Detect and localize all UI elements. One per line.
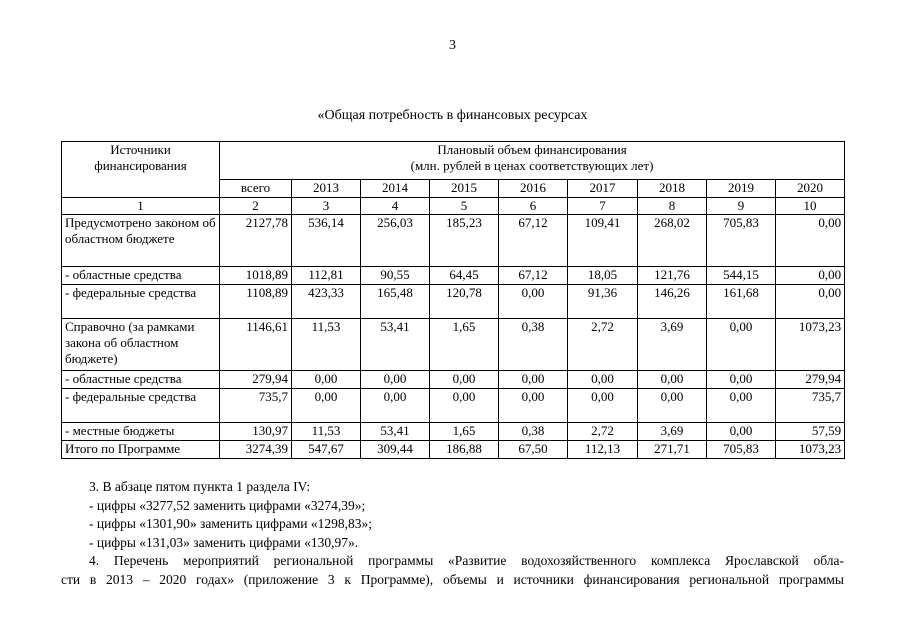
cell-value: 0,00 <box>707 319 776 371</box>
row-label: - федеральные средства <box>62 285 220 319</box>
cell-value: 3,69 <box>638 319 707 371</box>
col-header: всего <box>220 180 292 198</box>
table-row <box>62 423 845 441</box>
cell-value: 544,15 <box>707 267 776 285</box>
cell-value: 2127,78 <box>220 215 292 267</box>
cell-value: 109,41 <box>568 215 638 267</box>
col-number: 9 <box>707 198 776 215</box>
cell-value: 0,00 <box>361 389 430 423</box>
row-label: - федеральные средства <box>62 389 220 423</box>
cell-value: 146,26 <box>638 285 707 319</box>
cell-value: 11,53 <box>292 423 361 441</box>
cell-value: 18,05 <box>568 267 638 285</box>
paragraph-change-2: - цифры «1301,90» заменить цифрами «1298,83»; <box>89 516 372 531</box>
cell-value: 0,00 <box>499 371 568 389</box>
cell-value: 0,00 <box>776 267 845 285</box>
paragraph-item-3: 3. В абзаце пятом пункта 1 раздела IV: <box>89 479 311 494</box>
cell-value: 1018,89 <box>220 267 292 285</box>
cell-value: 423,33 <box>292 285 361 319</box>
page-number: 3 <box>449 38 456 53</box>
cell-value: 0,00 <box>776 215 845 267</box>
col-header: 2014 <box>361 180 430 198</box>
table-row <box>62 389 845 423</box>
cell-value: 3,69 <box>638 423 707 441</box>
table-row <box>62 267 845 285</box>
cell-value: 11,53 <box>292 319 361 371</box>
cell-value: 0,00 <box>292 389 361 423</box>
row-label: Предусмотрено законом об областном бюджете <box>62 215 220 267</box>
cell-value: 165,48 <box>361 285 430 319</box>
cell-value: 0,00 <box>361 371 430 389</box>
cell-value: 0,00 <box>292 371 361 389</box>
col-header: 2017 <box>568 180 638 198</box>
cell-value: 120,78 <box>430 285 499 319</box>
body-text <box>61 478 844 589</box>
cell-value: 536,14 <box>292 215 361 267</box>
col-number: 6 <box>499 198 568 215</box>
column-numbers-row <box>62 198 845 215</box>
cell-value: 0,00 <box>776 285 845 319</box>
table-row <box>62 215 845 267</box>
cell-value: 67,12 <box>499 215 568 267</box>
cell-value: 112,81 <box>292 267 361 285</box>
table-row <box>62 441 845 459</box>
cell-value: 0,38 <box>499 319 568 371</box>
table-row <box>62 285 845 319</box>
col-header: 2016 <box>499 180 568 198</box>
cell-value: 0,00 <box>499 389 568 423</box>
cell-value: 64,45 <box>430 267 499 285</box>
cell-value: 67,12 <box>499 267 568 285</box>
cell-value: 0,00 <box>707 423 776 441</box>
col-header: 2019 <box>707 180 776 198</box>
cell-value: 279,94 <box>776 371 845 389</box>
cell-value: 309,44 <box>361 441 430 459</box>
col-header: 2020 <box>776 180 845 198</box>
cell-value: 2,72 <box>568 423 638 441</box>
row-label: Итого по Программе <box>62 441 220 459</box>
cell-value: 121,76 <box>638 267 707 285</box>
cell-value: 0,38 <box>499 423 568 441</box>
cell-value: 1146,61 <box>220 319 292 371</box>
col-number: 8 <box>638 198 707 215</box>
cell-value: 705,83 <box>707 215 776 267</box>
col-number: 7 <box>568 198 638 215</box>
cell-value: 0,00 <box>638 371 707 389</box>
paragraph-item-4-line1: 4. Перечень мероприятий региональной программы «Развитие водохозяйственного комплекса Ярославской обла- <box>89 553 844 568</box>
col-number: 2 <box>220 198 292 215</box>
row-label: Справочно (за рамками закона об областном бюджете) <box>62 319 220 371</box>
col-header: 2015 <box>430 180 499 198</box>
cell-value: 735,7 <box>220 389 292 423</box>
financing-table <box>61 141 845 459</box>
header-planned-line2: (млн. рублей в ценах соответствующих лет) <box>410 158 654 173</box>
cell-value: 0,00 <box>707 389 776 423</box>
row-label: - областные средства <box>62 267 220 285</box>
cell-value: 53,41 <box>361 423 430 441</box>
cell-value: 547,67 <box>292 441 361 459</box>
cell-value: 735,7 <box>776 389 845 423</box>
cell-value: 130,97 <box>220 423 292 441</box>
cell-value: 0,00 <box>568 371 638 389</box>
cell-value: 271,71 <box>638 441 707 459</box>
col-number: 10 <box>776 198 845 215</box>
cell-value: 705,83 <box>707 441 776 459</box>
cell-value: 1,65 <box>430 319 499 371</box>
cell-value: 1073,23 <box>776 441 845 459</box>
col-header: 2013 <box>292 180 361 198</box>
cell-value: 185,23 <box>430 215 499 267</box>
cell-value: 2,72 <box>568 319 638 371</box>
cell-value: 0,00 <box>430 371 499 389</box>
cell-value: 0,00 <box>707 371 776 389</box>
table-row <box>62 371 845 389</box>
cell-value: 0,00 <box>638 389 707 423</box>
cell-value: 1073,23 <box>776 319 845 371</box>
paragraph-change-3: - цифры «131,03» заменить цифрами «130,97». <box>89 534 359 550</box>
cell-value: 57,59 <box>776 423 845 441</box>
row-label: - местные бюджеты <box>62 423 220 441</box>
cell-value: 112,13 <box>568 441 638 459</box>
cell-value: 91,36 <box>568 285 638 319</box>
cell-value: 256,03 <box>361 215 430 267</box>
paragraph-item-4-line2: сти в 2013 – 2020 годах» (приложение 3 к Программе), объемы и источники финансирования региональной программы <box>61 571 844 587</box>
col-header: 2018 <box>638 180 707 198</box>
cell-value: 0,00 <box>568 389 638 423</box>
cell-value: 268,02 <box>638 215 707 267</box>
cell-value: 1108,89 <box>220 285 292 319</box>
col-number: 1 <box>62 198 220 215</box>
paragraph-change-1: - цифры «3277,52 заменить цифрами «3274,39»; <box>89 497 366 513</box>
header-planned <box>220 142 845 180</box>
col-number: 3 <box>292 198 361 215</box>
col-number: 4 <box>361 198 430 215</box>
row-label: - областные средства <box>62 371 220 389</box>
cell-value: 1,65 <box>430 423 499 441</box>
table-title: «Общая потребность в финансовых ресурсах <box>317 108 588 123</box>
cell-value: 0,00 <box>430 389 499 423</box>
table-body <box>62 215 845 459</box>
cell-value: 90,55 <box>361 267 430 285</box>
header-planned-line1: Плановый объем финансирования <box>437 142 627 157</box>
cell-value: 0,00 <box>499 285 568 319</box>
cell-value: 53,41 <box>361 319 430 371</box>
cell-value: 279,94 <box>220 371 292 389</box>
cell-value: 3274,39 <box>220 441 292 459</box>
cell-value: 161,68 <box>707 285 776 319</box>
col-number: 5 <box>430 198 499 215</box>
cell-value: 67,50 <box>499 441 568 459</box>
table-row <box>62 319 845 371</box>
cell-value: 186,88 <box>430 441 499 459</box>
header-sources: Источники финансирования <box>62 142 220 198</box>
